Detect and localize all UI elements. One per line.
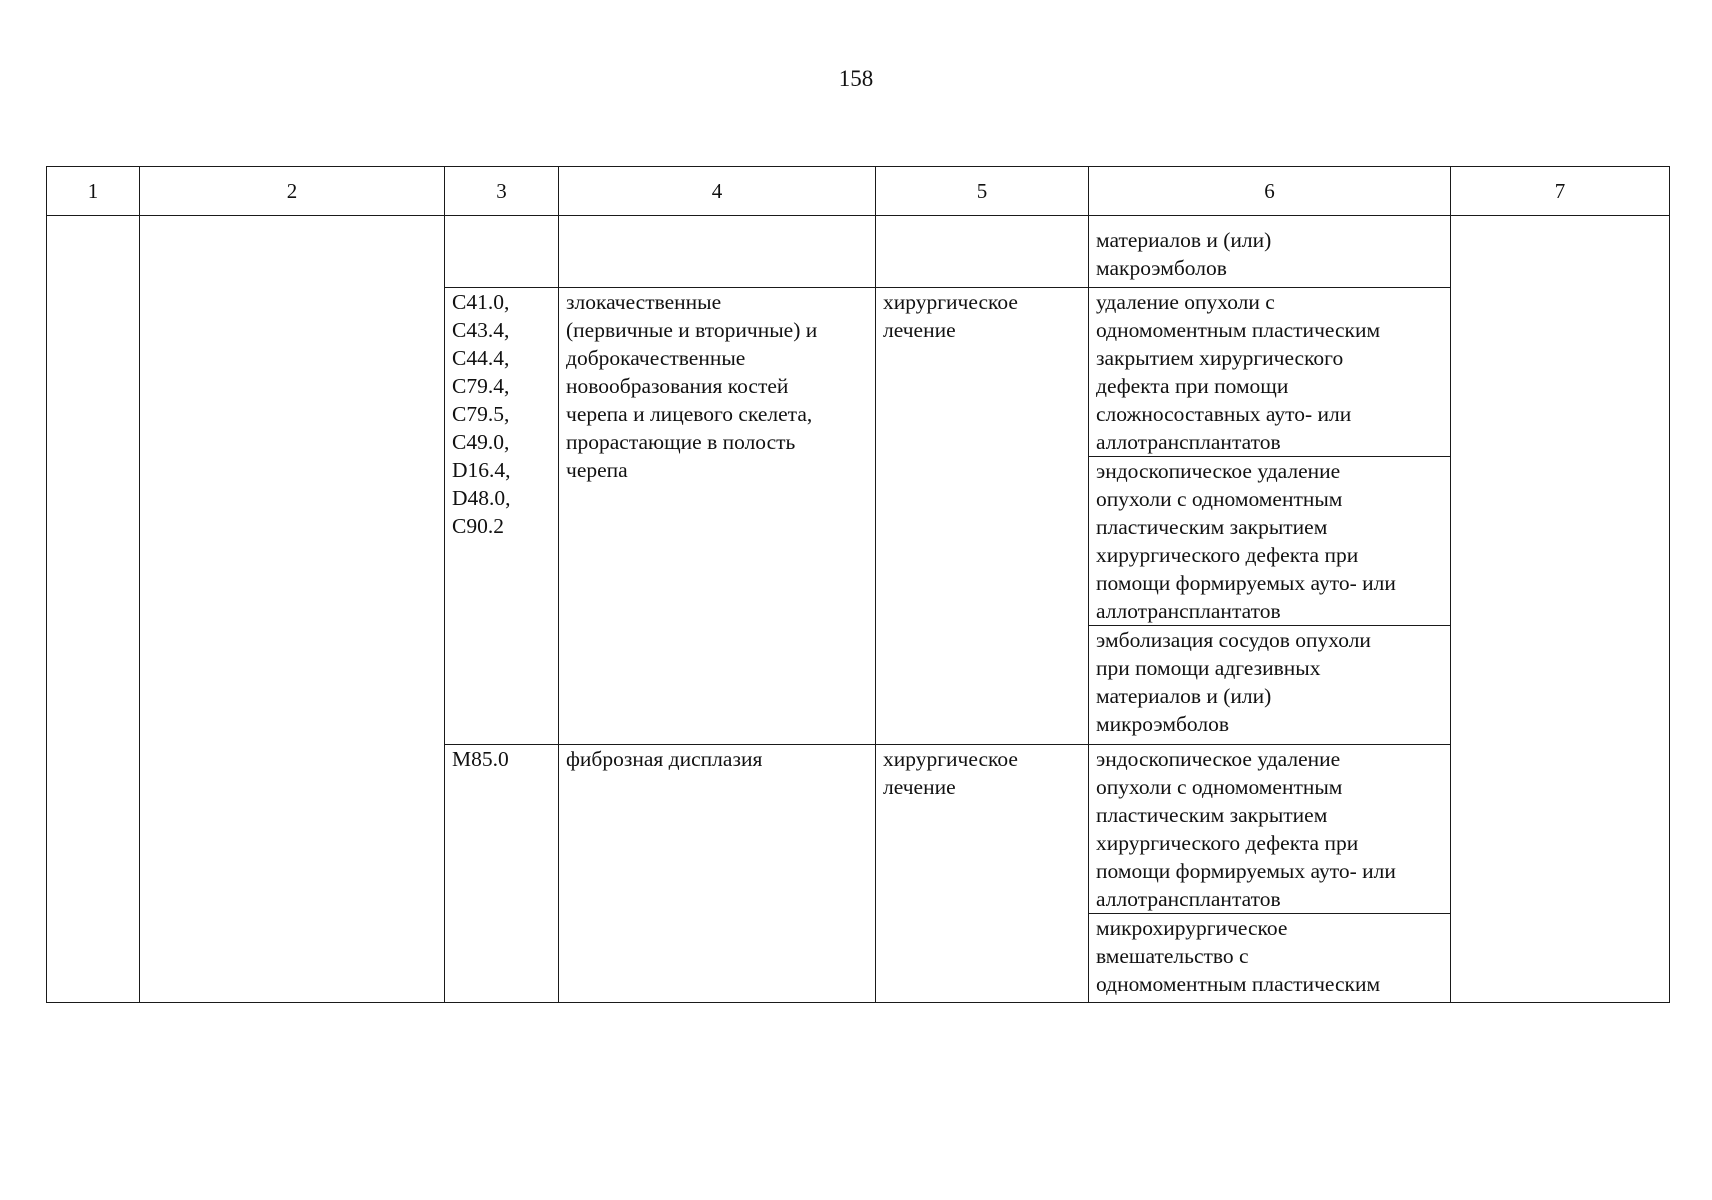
cell-method-group1-2: эндоскопическое удаление опухоли с одномоментным пластическим закрытием хирургического дефекта при помощи формируемых ауто- или аллотрансплантатов: [1089, 457, 1451, 626]
cell-method-group2-2: микрохирургическое вмешательство с одномоментным пластическим: [1089, 914, 1451, 1003]
cell-codes-group1: C41.0, C43.4, C44.4, C79.4, C79.5, C49.0, D16.4, D48.0, C90.2: [445, 288, 559, 745]
cell-disease-group2: фиброзная дисплазия: [559, 745, 876, 1003]
cell-disease-group1: злокачественные (первичные и вторичные) и доброкачественные новообразования костей черепа и лицевого скелета, прорастающие в полость черепа: [559, 288, 876, 745]
cell-col-5-continued: [876, 216, 1089, 288]
cell-method-continued: материалов и (или) макроэмболов: [1089, 216, 1451, 288]
cell-treatment-group2: хирургическое лечение: [876, 745, 1089, 1003]
cell-col-1: [47, 216, 140, 1003]
header-col-7: 7: [1451, 167, 1670, 216]
page-number: 158: [838, 66, 874, 91]
header-row: [47, 167, 1670, 216]
cell-treatment-group1: хирургическое лечение: [876, 288, 1089, 745]
medical-procedures-table: [46, 166, 1670, 1003]
cell-col-4-continued: [559, 216, 876, 288]
header-col-2: 2: [140, 167, 445, 216]
cell-method-group1-1: удаление опухоли с одномоментным пластическим закрытием хирургического дефекта при помощи сложносоставных ауто- или аллотрансплантатов: [1089, 288, 1451, 457]
header-col-3: 3: [445, 167, 559, 216]
header-col-4: 4: [559, 167, 876, 216]
cell-method-group2-1: эндоскопическое удаление опухоли с одномоментным пластическим закрытием хирургического дефекта при помощи формируемых ауто- или аллотрансплантатов: [1089, 745, 1451, 914]
cell-col-2: [140, 216, 445, 1003]
table-row: [47, 216, 1670, 288]
cell-col-3-continued: [445, 216, 559, 288]
header-col-5: 5: [876, 167, 1089, 216]
cell-codes-group2: M85.0: [445, 745, 559, 1003]
header-col-6: 6: [1089, 167, 1451, 216]
cell-method-group1-3: эмболизация сосудов опухоли при помощи адгезивных материалов и (или) микроэмболов: [1089, 626, 1451, 745]
header-col-1: 1: [47, 167, 140, 216]
cell-col-7: [1451, 216, 1670, 1003]
